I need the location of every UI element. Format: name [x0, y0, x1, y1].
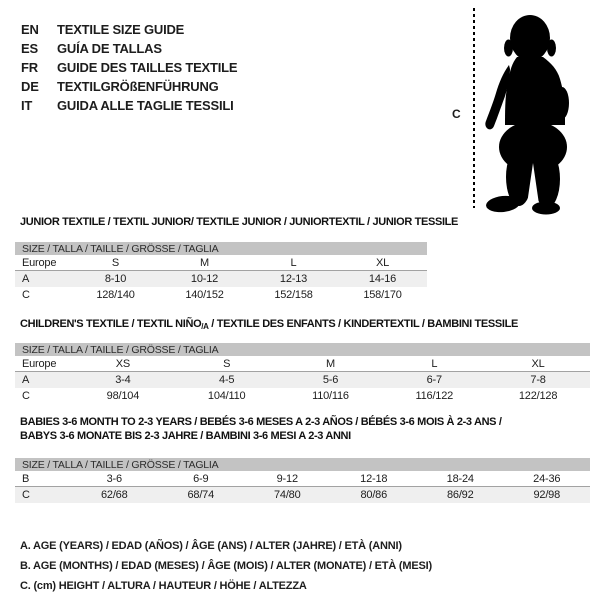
row-label-cell: C: [22, 289, 30, 301]
title-text: / TEXTILE DES ENFANTS / KINDERTEXTIL / BAMBINI TESSILE: [208, 318, 518, 330]
language-row: [21, 96, 237, 115]
height-measure-dashed-line: [473, 8, 475, 208]
title-line: BABYS 3-6 MONATE BIS 2-3 JAHRE / BAMBINI 3-6 MESI A 2-3 ANNI: [20, 429, 351, 442]
language-code: ES: [21, 41, 38, 56]
size-cell: 74/80: [273, 489, 301, 501]
size-cell: 4-5: [219, 374, 235, 386]
size-cell: 110/116: [312, 390, 349, 402]
table-row: [15, 356, 590, 372]
language-row: [21, 39, 237, 58]
title-line: BABIES 3-6 MONTH TO 2-3 YEARS / BEBÉS 3-6 MESES A 2-3 AÑOS / BÉBÉS 3-6 MOIS À 2-3 ANS /: [20, 416, 502, 428]
language-label: TEXTILGRÖßENFÜHRUNG: [57, 79, 219, 94]
size-cell: 6-9: [193, 472, 209, 485]
size-cell: 10-12: [190, 273, 219, 285]
row-label-cell: B: [22, 472, 30, 485]
language-row: [21, 20, 237, 39]
size-header-bar: SIZE / TALLA / TAILLE / GRÖSSE / TAGLIA: [15, 242, 427, 255]
size-header-bar: SIZE / TALLA / TAILLE / GRÖSSE / TAGLIA: [15, 343, 590, 356]
size-cell: XS: [115, 357, 131, 370]
size-cell: M: [326, 357, 335, 370]
size-cell: 80/86: [360, 489, 388, 501]
size-cell: 5-6: [322, 374, 339, 386]
size-cell: 140/152: [185, 289, 224, 301]
language-label: GUIDA ALLE TAGLIE TESSILI: [57, 98, 234, 113]
row-label-cell: C: [22, 489, 30, 501]
table-row: [15, 271, 427, 287]
children-size-table: [15, 343, 590, 404]
height-measure-label: C: [452, 107, 461, 121]
row-label-cell: Europe: [22, 357, 57, 370]
footnote-a: A. AGE (YEARS) / EDAD (AÑOS) / ÂGE (ANS) / ALTER (JAHRE) / ETÀ (ANNI): [20, 540, 402, 552]
size-cell: 116/122: [415, 390, 454, 402]
size-cell: 104/110: [207, 390, 246, 402]
table-row: [15, 471, 590, 487]
size-cell: 152/158: [274, 289, 313, 301]
language-code: EN: [21, 22, 39, 37]
row-label-cell: A: [22, 273, 30, 285]
footnotes: [20, 536, 432, 596]
size-cell: 62/68: [100, 489, 128, 501]
junior-table-title: JUNIOR TEXTILE / TEXTIL JUNIOR/ TEXTILE JUNIOR / JUNIORTEXTIL / JUNIOR TESSILE: [20, 216, 459, 228]
babies-table-title: [20, 416, 502, 443]
row-label-cell: C: [22, 390, 30, 402]
footnote-b: B. AGE (MONTHS) / EDAD (MESES) / ÂGE (MOIS) / ALTER (MONATE) / ETÀ (MESI): [20, 560, 432, 572]
size-cell: L: [431, 357, 438, 370]
size-cell: XL: [375, 256, 390, 269]
children-table-title: [20, 318, 518, 331]
junior-size-table: [15, 242, 427, 303]
size-cell: L: [290, 256, 297, 269]
table-row: [15, 487, 590, 503]
title-text: CHILDREN'S TEXTILE / TEXTIL NIÑO: [20, 318, 202, 330]
size-cell: 122/128: [518, 390, 558, 402]
table-row: [15, 255, 427, 271]
language-code: FR: [21, 60, 38, 75]
language-row: [21, 58, 237, 77]
size-cell: S: [223, 357, 231, 370]
language-label: GUÍA DE TALLAS: [57, 41, 162, 56]
language-title-list: [21, 20, 237, 115]
size-cell: S: [111, 256, 120, 269]
size-cell: 92/98: [533, 489, 561, 501]
title-subscript: /A: [201, 322, 209, 331]
language-row: [21, 77, 237, 96]
footnote-c: C. (cm) HEIGHT / ALTURA / HAUTEUR / HÖHE / ALTEZZA: [20, 580, 307, 592]
language-code: DE: [21, 79, 39, 94]
language-label: TEXTILE SIZE GUIDE: [57, 22, 185, 37]
size-cell: 7-8: [530, 374, 546, 386]
row-label-cell: A: [22, 374, 30, 386]
size-cell: 8-10: [104, 273, 127, 285]
size-cell: 3-6: [106, 472, 122, 485]
row-label-cell: Europe: [22, 256, 57, 269]
language-code: IT: [21, 98, 33, 113]
size-cell: 14-16: [368, 273, 397, 285]
size-cell: 18-24: [446, 472, 474, 485]
table-row: [15, 287, 427, 303]
baby-silhouette-icon: [481, 7, 579, 215]
size-cell: 128/140: [96, 289, 135, 301]
size-cell: 98/104: [106, 390, 140, 402]
size-cell: 158/170: [363, 289, 402, 301]
table-row: [15, 372, 590, 388]
table-row: [15, 388, 590, 404]
size-cell: 12-18: [360, 472, 388, 485]
size-cell: 3-4: [115, 374, 131, 386]
size-cell: 68/74: [187, 489, 215, 501]
size-header-bar: SIZE / TALLA / TAILLE / GRÖSSE / TAGLIA: [15, 458, 590, 471]
size-cell: 86/92: [446, 489, 474, 501]
language-label: GUIDE DES TAILLES TEXTILE: [57, 60, 238, 75]
size-cell: M: [200, 256, 209, 269]
size-cell: XL: [531, 357, 545, 370]
babies-size-table: [15, 458, 590, 503]
size-cell: 24-36: [533, 472, 561, 485]
size-cell: 6-7: [426, 374, 442, 386]
size-cell: 9-12: [276, 472, 298, 485]
size-cell: 12-13: [279, 273, 308, 285]
